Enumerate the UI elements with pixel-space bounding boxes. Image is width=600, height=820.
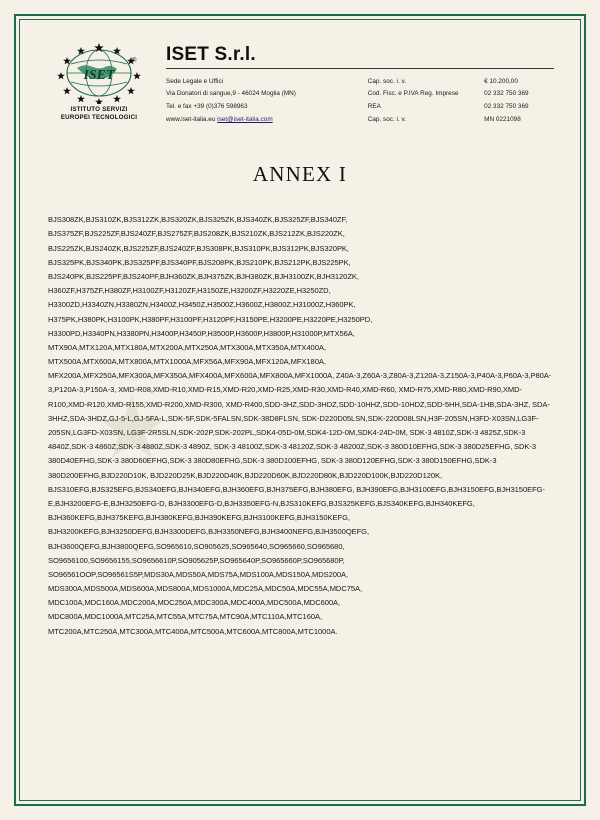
info-right: € 10.200,00 (484, 77, 518, 85)
svg-text:®: ® (132, 58, 137, 64)
letterhead-header (46, 34, 554, 126)
company-info-table (166, 75, 554, 126)
page-content (24, 24, 576, 796)
logo-block (46, 40, 152, 123)
email-link[interactable]: iset@iset-italia.com (217, 115, 273, 123)
info-right: 02 332 750 369 (484, 103, 529, 111)
document-body (46, 213, 554, 639)
info-mid: Cap. soc. i. v. (367, 115, 407, 123)
company-name: ISET S.r.l. (166, 44, 256, 65)
info-left: Tel. e fax +39 (0)376 598963 (166, 103, 248, 111)
globe-stars-logo-icon (53, 42, 145, 104)
table-row (166, 101, 554, 114)
website-text: www.iset-italia.eu (166, 115, 218, 123)
company-block (166, 40, 554, 126)
table-row (166, 88, 554, 101)
info-right: 02 332 750 369 (484, 90, 529, 98)
info-mid: Cod. Fisc. e P.IVA Reg. Imprese (367, 90, 459, 98)
info-left-website (166, 113, 368, 126)
page-title: ANNEX I (252, 162, 348, 187)
info-left: Sede Legale e Uffici (166, 77, 224, 85)
header-divider (166, 68, 554, 69)
table-row (166, 75, 554, 88)
svg-text:ISET: ISET (83, 68, 115, 83)
info-right: MN 0221098 (484, 115, 521, 123)
info-mid: REA (367, 103, 381, 111)
info-left: Via Donatori di sangue,9 - 46024 Moglia (MN) (166, 90, 296, 98)
logo-caption (46, 106, 152, 123)
table-row (166, 113, 554, 126)
logo-caption-line1: ISTITUTO SERVIZI (70, 106, 128, 113)
logo-caption-line2: EUROPEI TECNOLOGICI (60, 114, 138, 122)
product-code-list: BJS308ZK,BJS310ZK,BJS312ZK,BJS320ZK,BJS325ZK,BJS340ZK,BJS325ZF,BJS340ZF, BJS375ZF,BJS225ZF,BJS240ZF,BJS275ZF,BJS208ZK,BJS210ZK,BJS212ZK,BJS220ZK, BJS225ZK,BJS240ZK,BJS225ZF,BJS240ZF,BJS308PK,BJS310PK,BJS312PK,BJS320PK, BJS325PK,BJS340PK,BJS325PF,BJS340PF,BJS208PK,BJS210PK,BJS212PK,BJS225PK, BJS240PK,BJS225PF,BJS240PF,BJH360ZK,BJH375ZK,BJH380ZK,BJH3100ZK,BJH3120ZK, H360ZF,H375ZF,H380ZF,H3100ZF,H3120ZF,H3150ZE,H3200ZF,H3220ZE,H3250ZD, H3300ZD,H3340ZN,H3380ZN,H3400Z,H3450Z,H3500Z,H3600Z,H3800Z,H31000Z,H360PK, H375PK,H380PK,H3100PK,H380PF,H3100PF,H3120PF,H3150PE,H3200PE,H3220PE,H3250PD, H3300PD,H3340PN,H3380PN,H3400P,H3450P,H3500P,H3600P,H3800P,H31000P,MTX56A, MTX90A,MTX120A,MTX180A,MTX200A,MTX250A,MTX300A,MTX350A,MTX400A, MTX500A,MTX600A,MTX800A,MTX1000A,MFX56A,MFX90A,MFX120A,MFX180A, MFX200A,MFX250A,MFX300A,MFX350A,MFX400A,MFX600A,MFX800A,MFX1000A, Z40A-3,Z60A-3,Z80A-3,Z120A-3,Z150A-3,P40A-3,P60A-3,P80A-3,P120A-3,P150A-3, XMD-R08,XMD-R10,XMD-R15,XMD-R20,XMD-R25,XMD-R30,XMD-R40,XMD-R60, XMD-R75,XMD-R80,XMD-R90,XMD-R100,XMD-R120,XMD-R155,XMD-R200,XMD-R300, XMD-R400,SDD-3HZ,SDD-3HDZ,SDD-10HHZ,SDD-10HDZ,SDD-5HH,SDA-1HB,SDA-3HZ, SDA-3HHZ,SDA-3HDZ,GJ-5-L,GJ-5FA-L,SDK-5F,SDK-5FALSN,SDK-38D8FLSN, SDK-D220D05LSN,SDK-220D08LSN,H3F-205SN,H3FD-X03SN,LG3F-205SN,LG3FD-X03SN, LG3F-2R5SLN,SDK-202P,SDK-202PL,SDK4-05D-0M,SDK4-12D-0M,SDK4-24D-0M, SDK-3 4810Z,SDK-3 4825Z,SDK-3 4840Z,SDK-3 4860Z,SDK-3 4880Z,SDK-3 4890Z, SDK-3 48100Z,SDK-3 48120Z,SDK-3 48200Z,SDK-3 380D10EFHG,SDK-3 380D25EFHG, SDK-3 380D40EFHG,SDK-3 380D60EFHG,SDK-3 380D80EFHG,SDK-3 380D100EFHG, SDK-3 380D120EFHG,SDK-3 380D150EFHG,SDK-3 380D200EFHG,BJD220D10K, BJD220D25K,BJD220D40K,BJD220D60K,BJD220D80K,BJD220D100K,BJD220D120K, BJS310EFG,BJS325EFG,BJS340EFG,BJH340EFG,BJH360EFG,BJH375EFG,BJH380EFG, BJH390EFG,BJH3100EFG,BJH3150EFG,BJH3150EFG-E,BJH3200EFG-E,BJH3250EFG-D, BJH3300EFG-D,BJH3350EFG-N,BJS310KEFG,BJS325KEFG,BJS340KEFG,BJH340KEFG, BJH360KEFG,BJH375KEFG,BJH380KEFG,BJH390KEFG,BJH3100KEFG,BJH3150KEFG, BJH3200KEFG,BJH3250DEFG,BJH3300DEFG,BJH3350NEFG,BJH3400NEFG,BJH3500QEFG, BJH3600QEFG,BJH3800QEFG,SO965610,SO905625,SO965640,SO965660,SO965680, SO9656100,SO9656155,SO9656610P,SO905625P,SO965640P,SO965660P,SO965680P, SO96561OOP,SO96561S5P,MDS30A,MDS50A,MDS75A,MDS100A,MDS150A,MDS200A, MDS300A,MDS500A,MDS600A,MDS800A,MDS1000A,MDC25A,MDC50A,MDC55A,MDC75A, MDC100A,MDC160A,MDC200A,MDC250A,MDC300A,MDC400A,MDC500A,MDC600A, MDC800A,MDC1000A,MTC25A,MTC55A,MTC75A,MTC90A,MTC110A,MTC160A, MTC200A,MTC250A,MTC300A,MTC400A,MTC500A,MTC600A,MTC800A,MTC1000A. (48, 215, 552, 636)
info-mid: Cap. soc. i. v. (367, 77, 407, 85)
